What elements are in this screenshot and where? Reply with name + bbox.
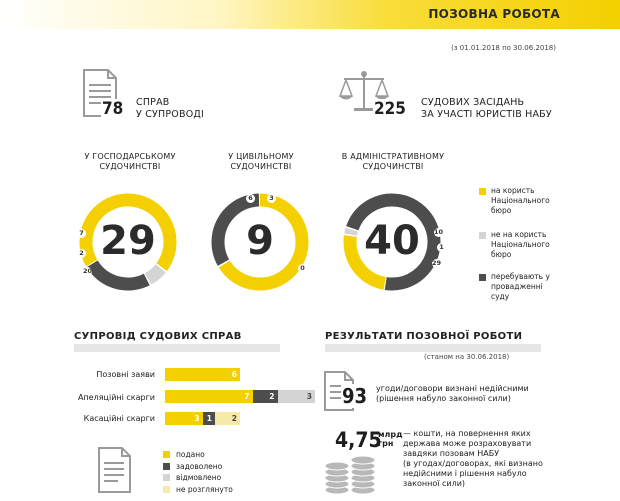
support-legend-item bbox=[163, 461, 233, 473]
donut-title-civil bbox=[201, 152, 321, 172]
donut-title-admin-line1: В АДМІНІСТРАТИВНОМУ bbox=[341, 152, 445, 161]
agreements-text bbox=[376, 384, 529, 404]
legend-against-line1: не на користь bbox=[491, 230, 547, 239]
seglabel-commercial-yellow: 20 bbox=[83, 267, 93, 275]
funds-text bbox=[403, 429, 543, 489]
legend-pending-line2: провадженні bbox=[491, 282, 543, 291]
bar-segment: 1 bbox=[203, 412, 216, 425]
legend-text-favor bbox=[491, 186, 550, 216]
legend-against-line2: Національного bbox=[491, 240, 550, 249]
seglabel-civil-dark: 3 bbox=[267, 194, 276, 203]
support-legend-swatch-granted bbox=[163, 463, 170, 470]
legend-item-favor bbox=[479, 186, 579, 230]
funds-unit-line1: млрд bbox=[378, 430, 403, 439]
donut-total-commercial: 29 bbox=[100, 218, 156, 264]
bar-segment: 7 bbox=[165, 390, 253, 403]
agreements-line1: угоди/договори визнані недійсними bbox=[376, 384, 529, 393]
support-legend-text-rejected: відмовлено bbox=[176, 473, 222, 483]
support-legend-item bbox=[163, 472, 233, 484]
legend-item-pending bbox=[479, 272, 579, 312]
bar-label-cassation: Касаційні скарги bbox=[83, 414, 155, 423]
support-legend-item bbox=[163, 484, 233, 496]
seglabel-commercial-light: 2 bbox=[77, 249, 86, 258]
hearings-label-line1: СУДОВИХ ЗАСІДАНЬ bbox=[421, 97, 525, 108]
legend-favor-line2: Національного bbox=[491, 196, 550, 205]
bar-segment: 2 bbox=[253, 390, 278, 403]
page-title: ПОЗОВНА РОБОТА bbox=[428, 7, 560, 21]
bar-row-cassation bbox=[165, 412, 240, 425]
cases-number: 78 bbox=[102, 99, 124, 119]
funds-number: 4,75 bbox=[335, 428, 382, 452]
cases-label bbox=[136, 97, 204, 121]
funds-line3: завдяки позовам НАБУ bbox=[403, 449, 500, 458]
hearings-number: 225 bbox=[374, 99, 406, 119]
donut-title-admin-line2: СУДОЧИНСТВІ bbox=[362, 162, 424, 171]
period-label: (з 01.01.2018 по 30.06.2018) bbox=[451, 44, 556, 52]
bar-segment: 3 bbox=[165, 412, 203, 425]
donut-total-admin: 40 bbox=[364, 218, 420, 264]
donut-title-commercial bbox=[70, 152, 190, 172]
support-legend bbox=[163, 449, 233, 495]
hearings-label-line2: ЗА УЧАСТІ ЮРИСТІВ НАБУ bbox=[421, 109, 552, 120]
support-title: СУПРОВІД СУДОВИХ СПРАВ bbox=[74, 331, 242, 342]
donut-title-commercial-line2: СУДОЧИНСТВІ bbox=[99, 162, 161, 171]
seglabel-civil-yellow: 6 bbox=[246, 194, 255, 203]
funds-line5: недійсними і рішення набуло bbox=[403, 469, 527, 478]
support-legend-swatch-pending bbox=[163, 486, 170, 493]
support-legend-item bbox=[163, 449, 233, 461]
legend-pending-line3: суду bbox=[491, 292, 510, 301]
legend-favor-line3: бюро bbox=[491, 206, 512, 215]
bar-segment: 6 bbox=[165, 368, 240, 381]
funds-line6: законної сили) bbox=[403, 479, 466, 488]
coins-icon bbox=[323, 444, 383, 500]
bar-row-appeals bbox=[165, 390, 315, 403]
legend-swatch-yellow bbox=[479, 188, 486, 195]
cases-label-line1: СПРАВ bbox=[136, 97, 170, 108]
bar-segment: 3 bbox=[278, 390, 316, 403]
support-legend-swatch-rejected bbox=[163, 474, 170, 481]
seglabel-admin-dark: 29 bbox=[432, 259, 442, 267]
funds-line4: (в угодах/договорах, які визнано bbox=[403, 459, 543, 468]
agreements-number: 93 bbox=[342, 384, 368, 408]
legend-item-against bbox=[479, 230, 579, 272]
hearings-label bbox=[421, 97, 552, 121]
agreements-line2: (рішення набуло законної сили) bbox=[376, 394, 511, 403]
support-legend-text-submitted: подано bbox=[176, 450, 205, 460]
legend-text-pending bbox=[491, 272, 550, 302]
funds-unit-line2: грн bbox=[378, 439, 394, 448]
support-title-underline bbox=[74, 344, 280, 352]
legend-swatch-dark bbox=[479, 274, 486, 281]
funds-line2: держава може розраховувати bbox=[403, 439, 532, 448]
bar-row-claims bbox=[165, 368, 240, 381]
donut-title-commercial-line1: У ГОСПОДАРСЬКОМУ bbox=[84, 152, 176, 161]
support-legend-swatch-submitted bbox=[163, 451, 170, 458]
donut-title-civil-line2: СУДОЧИНСТВІ bbox=[230, 162, 292, 171]
results-title: РЕЗУЛЬТАТИ ПОЗОВНОЇ РОБОТИ bbox=[325, 331, 523, 342]
bar-label-claims: Позовні заяви bbox=[96, 370, 155, 379]
bar-segment: 2 bbox=[215, 412, 240, 425]
seglabel-admin-light: 1 bbox=[437, 243, 446, 252]
donut-legend bbox=[479, 186, 579, 312]
legend-text-against bbox=[491, 230, 550, 260]
legend-favor-line1: на користь bbox=[491, 186, 535, 195]
donut-title-civil-line1: У ЦИВІЛЬНОМУ bbox=[228, 152, 294, 161]
donut-title-admin bbox=[333, 152, 453, 172]
funds-line1: — кошти, на повернення яких bbox=[403, 429, 531, 438]
document-icon-small bbox=[96, 446, 134, 498]
donut-total-civil: 9 bbox=[246, 218, 274, 264]
support-legend-text-granted: задоволено bbox=[176, 461, 223, 471]
legend-against-line3: бюро bbox=[491, 250, 512, 259]
seglabel-civil-light: 0 bbox=[298, 264, 307, 273]
cases-label-line2: У СУПРОВОДІ bbox=[136, 109, 204, 120]
results-title-underline bbox=[325, 344, 541, 352]
seglabel-admin-yellow: 10 bbox=[434, 228, 444, 236]
bar-label-appeals: Апеляційні скарги bbox=[77, 393, 155, 402]
results-as-of: (станом на 30.06.2018) bbox=[424, 353, 510, 361]
funds-unit bbox=[378, 430, 403, 448]
legend-pending-line1: перебувають у bbox=[491, 272, 550, 281]
seglabel-commercial-dark: 7 bbox=[77, 229, 86, 238]
support-legend-text-pending: не розглянуто bbox=[176, 484, 233, 494]
legend-swatch-light bbox=[479, 232, 486, 239]
